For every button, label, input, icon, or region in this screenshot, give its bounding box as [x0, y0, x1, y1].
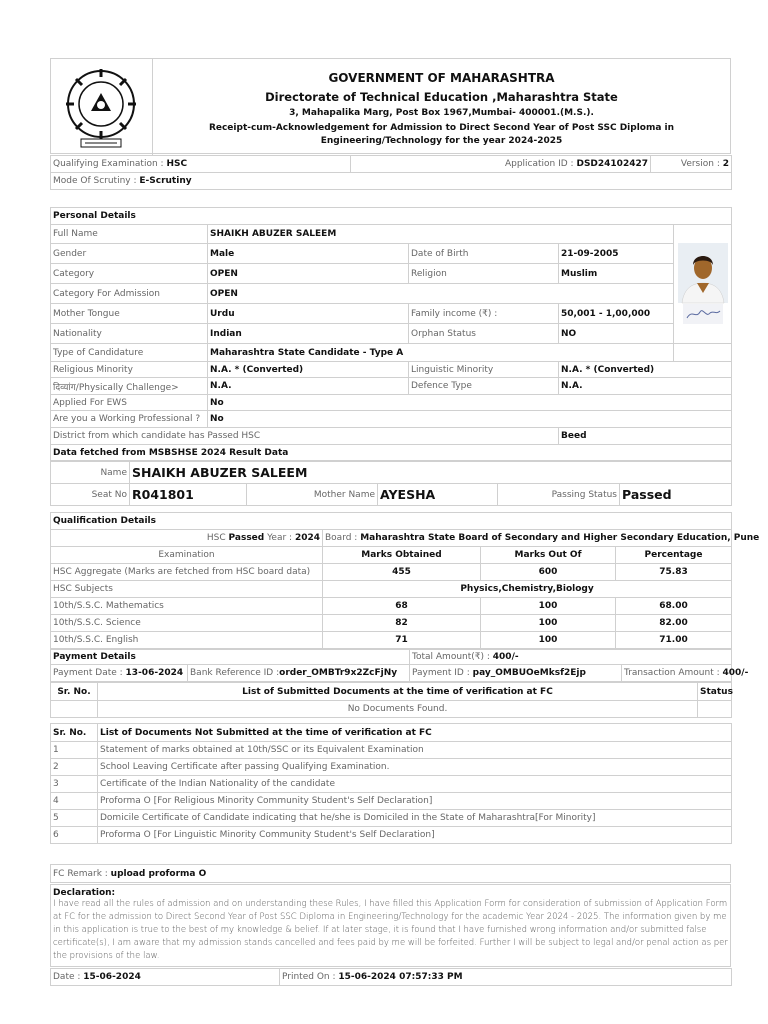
seat-no-value: R041801: [130, 484, 247, 506]
table-row: [51, 632, 732, 649]
category-value: OPEN: [208, 264, 409, 284]
version: Version : 2: [651, 156, 732, 173]
mother-name-value: AYESHA: [378, 484, 498, 506]
candidate-signature: [678, 303, 728, 325]
qualification-title: Qualification Details: [51, 513, 732, 530]
footer-table: [50, 968, 732, 986]
not-submitted-srno-header: Sr. No.: [51, 724, 98, 742]
mother-tongue-value: Urdu: [208, 304, 409, 324]
printed-on: Printed On : 15-06-2024 07:57:33 PM: [280, 969, 732, 986]
top-info-table: [50, 155, 732, 190]
physically-challenged-label: दिव्यांग/Physically Challenge>: [51, 378, 208, 395]
list-item: [51, 793, 732, 810]
doc-title: School Leaving Certificate after passing Qualifying Examination.: [98, 759, 732, 776]
family-income-label: Family income (₹) :: [409, 304, 559, 324]
total-amount: Total Amount(₹) : 400/-: [410, 650, 732, 665]
list-item: [51, 827, 732, 844]
marks-obtained: 71: [323, 632, 481, 649]
list-item: [51, 776, 732, 793]
doc-srno: 1: [51, 742, 98, 759]
submitted-status-header: Status: [698, 683, 732, 701]
not-submitted-docs-table: [50, 723, 732, 844]
family-income-value: 50,001 - 1,00,000: [559, 304, 674, 324]
category-label: Category: [51, 264, 208, 284]
declaration: [51, 885, 731, 967]
submitted-srno-header: Sr. No.: [51, 683, 98, 701]
doc-title: Proforma O [For Linguistic Minority Community Student's Self Declaration]: [98, 827, 732, 844]
nationality-label: Nationality: [51, 324, 208, 344]
full-name-label: Full Name: [51, 225, 208, 244]
receipt-page: [50, 58, 760, 986]
percentage: 71.00: [616, 632, 732, 649]
doc-srno: 4: [51, 793, 98, 810]
linguistic-minority-value: N.A. * (Converted): [559, 362, 732, 378]
list-item: [51, 810, 732, 827]
address: 3, Mahapalika Marg, Post Box 1967,Mumbai- 400001.(M.S.).: [289, 108, 594, 118]
directorate-title: Directorate of Technical Education ,Maharashtra State: [265, 90, 618, 104]
submitted-docs-table: [50, 682, 732, 718]
linguistic-minority-label: Linguistic Minority: [409, 362, 559, 378]
working-professional-value: No: [208, 411, 732, 428]
full-name-value: SHAIKH ABUZER SALEEM: [208, 225, 674, 244]
board: Board : Maharashtra State Board of Secondary and Higher Secondary Education, Pune: [323, 530, 732, 547]
category-admission-value: OPEN: [208, 284, 674, 304]
aggregate-percentage: 75.83: [616, 564, 732, 581]
exam-name: 10th/S.S.C. Mathematics: [51, 598, 323, 615]
table-row: [51, 598, 732, 615]
payment-id: Payment ID : pay_OMBUOeMksf2Ejp: [410, 665, 622, 682]
hsc-year: HSC Passed Year : 2024: [51, 530, 323, 547]
photo-cell: [674, 225, 732, 344]
scrutiny-mode: Mode Of Scrutiny : E-Scrutiny: [51, 173, 732, 190]
msb-name-label: Name: [51, 462, 130, 484]
dob-label: Date of Birth: [409, 244, 559, 264]
col-marks-obtained: Marks Obtained: [323, 547, 481, 564]
header-text: [153, 59, 730, 148]
religious-minority-value: N.A. * (Converted): [208, 362, 409, 378]
passing-status-label: Passing Status: [498, 484, 620, 506]
gender-label: Gender: [51, 244, 208, 264]
payment-title: Payment Details: [51, 650, 410, 665]
orphan-label: Orphan Status: [409, 324, 559, 344]
doc-srno: 5: [51, 810, 98, 827]
ews-value: No: [208, 395, 732, 411]
aggregate-obtained: 455: [323, 564, 481, 581]
no-documents-found: No Documents Found.: [98, 701, 698, 718]
defence-type-label: Defence Type: [409, 378, 559, 395]
transaction-amount: Transaction Amount : 400/-: [622, 665, 732, 682]
col-examination: Examination: [51, 547, 323, 564]
payment-date: Payment Date : 13-06-2024: [51, 665, 188, 682]
seat-no-label: Seat No: [51, 484, 130, 506]
religion-value: Muslim: [559, 264, 674, 284]
payment-table: [50, 649, 749, 682]
msbshse-title: Data fetched from MSBSHSE 2024 Result Data: [51, 445, 732, 461]
fc-remark: FC Remark : upload proforma O: [51, 865, 731, 883]
application-id: Application ID : DSD24102427: [351, 156, 651, 173]
exam-name: 10th/S.S.C. Science: [51, 615, 323, 632]
gender-value: Male: [208, 244, 409, 264]
subjects-value: Physics,Chemistry,Biology: [323, 581, 732, 598]
govt-title: GOVERNMENT OF MAHARASHTRA: [328, 71, 555, 85]
doc-title: Domicile Certificate of Candidate indicating that he/she is Domiciled in the State of Maharashtra[For Minority]: [98, 810, 732, 827]
candidate-photo: [678, 243, 728, 303]
nationality-value: Indian: [208, 324, 409, 344]
not-submitted-title: List of Documents Not Submitted at the time of verification at FC: [98, 724, 732, 742]
percentage: 68.00: [616, 598, 732, 615]
working-professional-label: Are you a Working Professional ?: [51, 411, 208, 428]
marks-out-of: 100: [481, 615, 616, 632]
percentage: 82.00: [616, 615, 732, 632]
declaration-title: Declaration:: [53, 888, 116, 898]
orphan-value: NO: [559, 324, 674, 344]
doc-srno: 3: [51, 776, 98, 793]
msb-name-value: SHAIKH ABUZER SALEEM: [130, 462, 732, 484]
defence-type-value: N.A.: [559, 378, 732, 395]
doc-srno: 2: [51, 759, 98, 776]
district-value: Beed: [559, 428, 732, 445]
marks-out-of: 100: [481, 598, 616, 615]
mother-tongue-label: Mother Tongue: [51, 304, 208, 324]
category-admission-label: Category For Admission: [51, 284, 208, 304]
doc-title: Certificate of the Indian Nationality of the candidate: [98, 776, 732, 793]
doc-srno: 6: [51, 827, 98, 844]
candidature-label: Type of Candidature: [51, 344, 208, 362]
footer-date: Date : 15-06-2024: [51, 969, 280, 986]
qualifying-exam: Qualifying Examination : HSC: [51, 156, 351, 173]
personal-details-table: [50, 207, 732, 461]
col-percentage: Percentage: [616, 547, 732, 564]
district-label: District from which candidate has Passed HSC: [51, 428, 559, 445]
marks-out-of: 100: [481, 632, 616, 649]
aggregate-out-of: 600: [481, 564, 616, 581]
msbshse-table: [50, 461, 732, 506]
table-row: [51, 615, 732, 632]
declaration-table: [50, 884, 731, 967]
dob-value: 21-09-2005: [559, 244, 674, 264]
qualification-table: [50, 512, 760, 649]
receipt-title: Receipt-cum-Acknowledgement for Admission to Direct Second Year of Post SSC Diploma in Engineering/Technology for the year 2024-2025: [208, 123, 675, 146]
col-marks-out-of: Marks Out Of: [481, 547, 616, 564]
list-item: [51, 742, 732, 759]
marks-obtained: 82: [323, 615, 481, 632]
submitted-title: List of Submitted Documents at the time of verification at FC: [98, 683, 698, 701]
religion-label: Religion: [409, 264, 559, 284]
mother-name-label: Mother Name: [247, 484, 378, 506]
doc-title: Proforma O [For Religious Minority Community Student's Self Declaration]: [98, 793, 732, 810]
subjects-label: HSC Subjects: [51, 581, 323, 598]
exam-name: 10th/S.S.C. English: [51, 632, 323, 649]
candidature-value: Maharashtra State Candidate - Type A: [208, 344, 674, 362]
marks-obtained: 68: [323, 598, 481, 615]
doc-title: Statement of marks obtained at 10th/SSC or its Equivalent Examination: [98, 742, 732, 759]
bank-reference: Bank Reference ID :order_OMBTr9x2ZcFjNy: [188, 665, 410, 682]
aggregate-label: HSC Aggregate (Marks are fetched from HSC board data): [51, 564, 323, 581]
personal-details-title: Personal Details: [51, 208, 732, 225]
religious-minority-label: Religious Minority: [51, 362, 208, 378]
ews-label: Applied For EWS: [51, 395, 208, 411]
declaration-text: I have read all the rules of admission and on understanding these Rules, I have filled this Application Form for consideration of submission of Application Form at FC for the admission to Direct Second Year of Post SSC Diploma in Engineering/Technology for the academic Year 2024 - 2025. The information given by me in this application is true to the best of my knowledge & belief. If at later stage, it is found that I have furnished wrong information and/or submitted false certificate(s), I am aware that my admission stands cancelled and fees paid by me will be forfeited. Further I will be subject to legal and/or penal action as per the provisions of the law.: [53, 899, 728, 961]
fc-remark-table: [50, 864, 731, 883]
header: [50, 58, 731, 154]
physically-challenged-value: N.A.: [208, 378, 409, 395]
dte-maharashtra-seal-icon: [51, 59, 153, 155]
list-item: [51, 759, 732, 776]
passing-status-value: Passed: [620, 484, 732, 506]
